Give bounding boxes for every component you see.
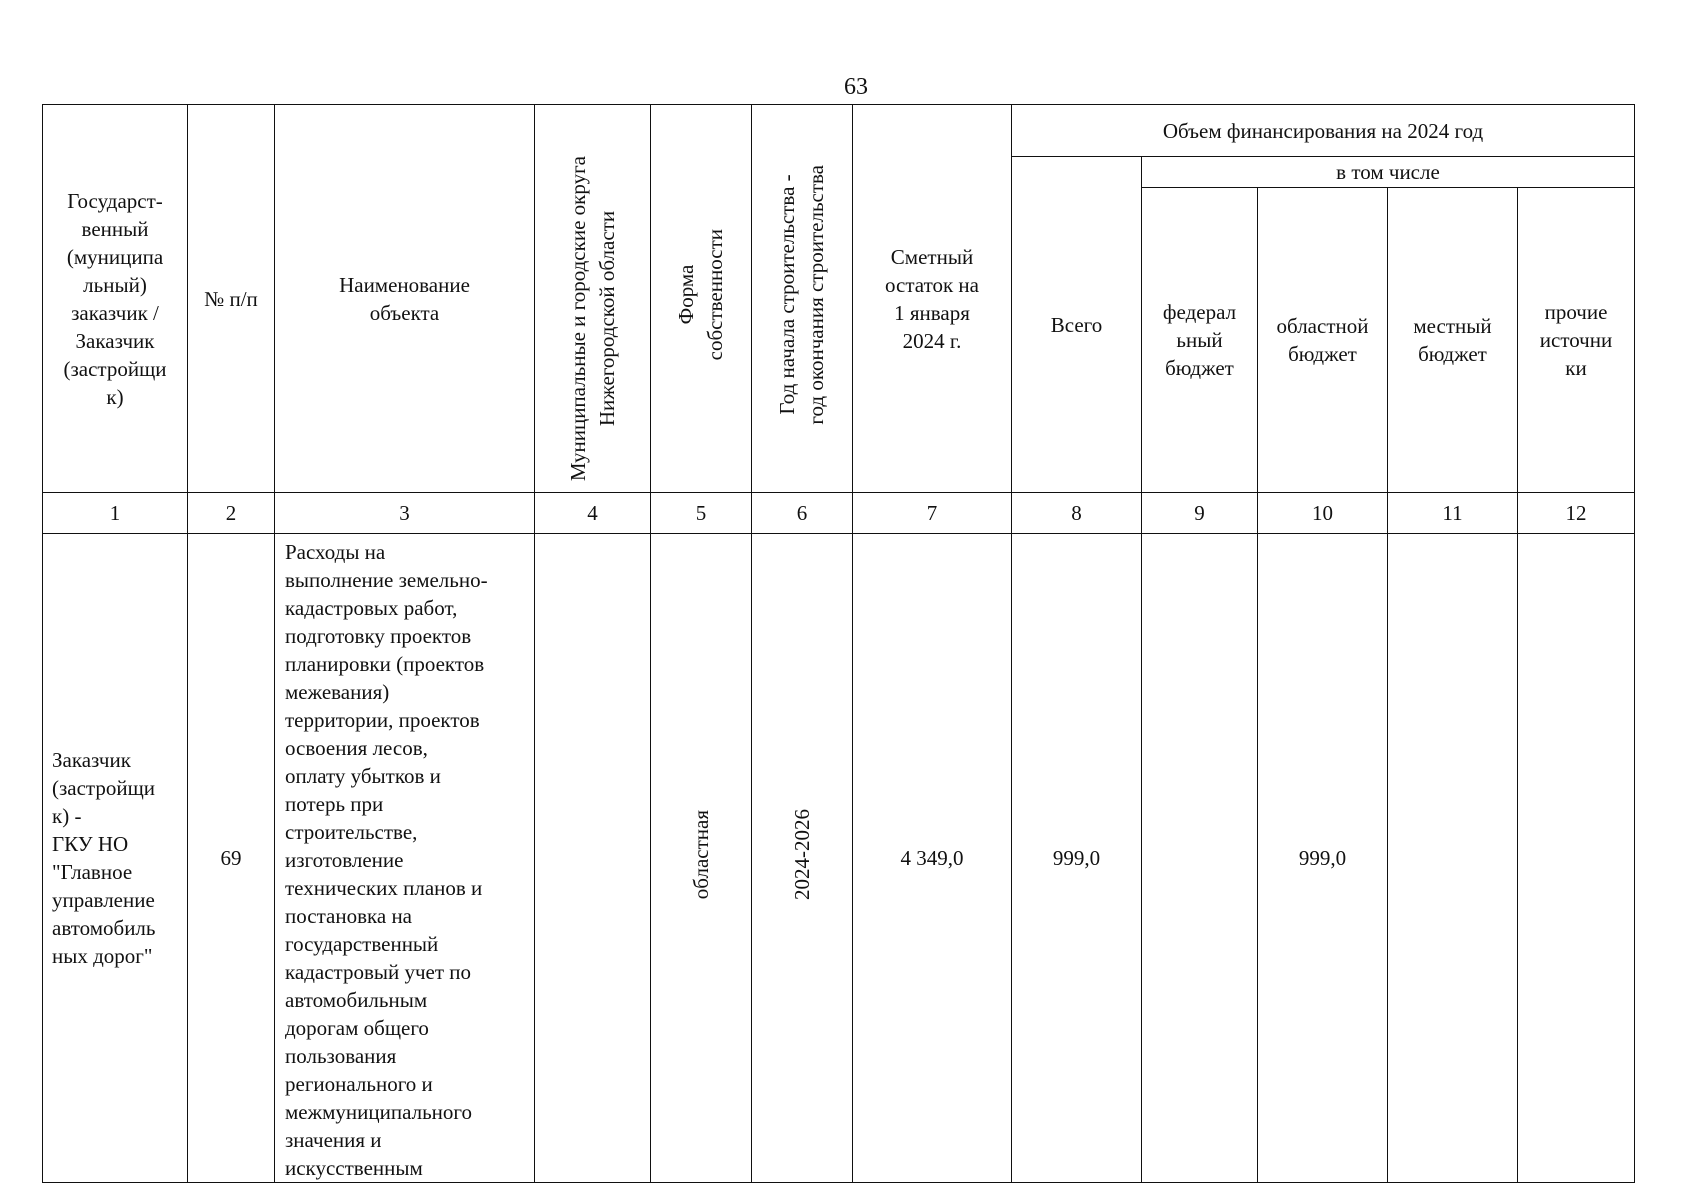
table-row (43, 534, 1635, 1183)
header-row-number: № п/п (188, 105, 275, 493)
header-estimate-balance: Сметный остаток на 1 января 2024 г. (853, 105, 1012, 493)
header-construction-years: Год начала строительства - год окончания строительства (752, 105, 853, 493)
column-number: 10 (1258, 493, 1388, 534)
row-ownership: областная (651, 534, 752, 1183)
row-estimate-balance: 4 349,0 (853, 534, 1012, 1183)
column-number: 6 (752, 493, 853, 534)
row-local (1388, 534, 1518, 1183)
row-regional: 999,0 (1258, 534, 1388, 1183)
header-federal-budget: федерал ьный бюджет (1142, 188, 1258, 493)
header-other-sources: прочие источни ки (1518, 188, 1635, 493)
header-local-budget: местный бюджет (1388, 188, 1518, 493)
header-ownership-form: Форма собственности (651, 105, 752, 493)
row-federal (1142, 534, 1258, 1183)
column-number: 9 (1142, 493, 1258, 534)
header-customer: Государст- венный (муниципа льный) заказчик / Заказчик (застройщи к) (43, 105, 188, 493)
row-object-name: Расходы на выполнение земельно- кадастровых работ, подготовку проектов планировки (проектов межевания) территории, проектов освоения лесов, оплату убытков и потерь при строительстве, изготовление технических планов и постановка на государственный кадастровый учет по автомобильным дорогам общего пользования регионального и межмуниципального значения и искусственным (275, 534, 535, 1183)
row-other (1518, 534, 1635, 1183)
column-number: 2 (188, 493, 275, 534)
row-number: 69 (188, 534, 275, 1183)
header-including: в том числе (1142, 157, 1635, 188)
row-district (535, 534, 651, 1183)
column-number: 7 (853, 493, 1012, 534)
row-total: 999,0 (1012, 534, 1142, 1183)
header-municipal-districts: Муниципальные и городские округа Нижегородской области (535, 105, 651, 493)
column-number-row (43, 493, 1635, 534)
financing-table (42, 104, 1635, 1183)
column-number: 5 (651, 493, 752, 534)
header-total: Всего (1012, 157, 1142, 493)
column-number: 3 (275, 493, 535, 534)
header-regional-budget: областной бюджет (1258, 188, 1388, 493)
column-number: 1 (43, 493, 188, 534)
column-number: 8 (1012, 493, 1142, 534)
row-years: 2024-2026 (752, 534, 853, 1183)
page-number: 63 (844, 74, 868, 100)
column-number: 12 (1518, 493, 1635, 534)
column-number: 4 (535, 493, 651, 534)
row-customer: Заказчик (застройщи к) - ГКУ НО "Главное управление автомобиль ных дорог" (43, 534, 188, 1183)
column-number: 11 (1388, 493, 1518, 534)
header-object-name: Наименование объекта (275, 105, 535, 493)
header-financing-title: Объем финансирования на 2024 год (1012, 105, 1635, 157)
